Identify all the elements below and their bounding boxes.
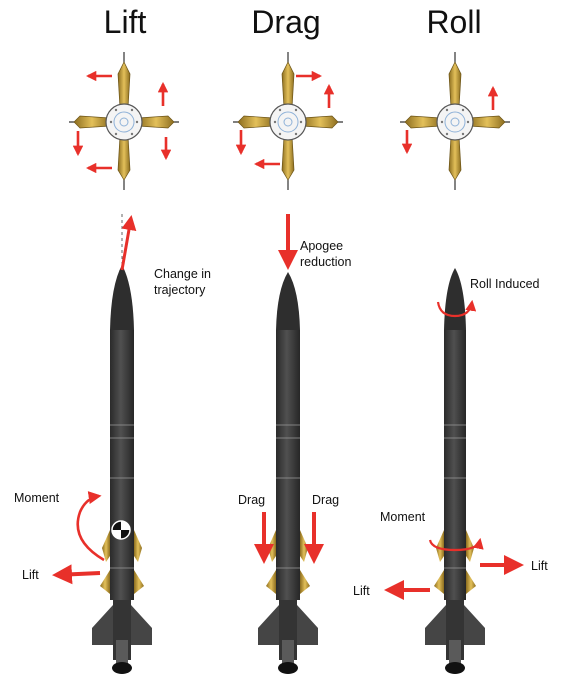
label-roll-induced: Roll Induced (470, 277, 540, 291)
title-roll: Roll (426, 4, 482, 40)
cross-section-drag (233, 52, 343, 190)
title-lift: Lift (103, 4, 147, 40)
cross-section-roll (400, 52, 510, 190)
label-change-in-trajectory: Change in trajectory (154, 267, 211, 297)
label-roll-moment: Moment (380, 510, 426, 524)
trajectory-arrow (122, 218, 131, 270)
lift-moment-arrow (78, 496, 104, 560)
label-lift-force: Lift (22, 568, 39, 582)
label-lift-moment: Moment (14, 491, 60, 505)
title-drag: Drag (251, 4, 321, 40)
label-apogee-reduction: Apogee reduction (300, 239, 352, 269)
rocket-roll (425, 268, 485, 674)
label-drag-left: Drag (238, 493, 266, 507)
lift-force-arrow (56, 573, 100, 575)
cross-section-lift (69, 52, 179, 190)
rocket-drag (258, 272, 318, 674)
label-roll-lift-right: Lift (531, 559, 548, 573)
label-roll-lift-left: Lift (353, 584, 370, 598)
rocket-lift (92, 265, 152, 674)
label-drag-right: Drag (312, 493, 340, 507)
